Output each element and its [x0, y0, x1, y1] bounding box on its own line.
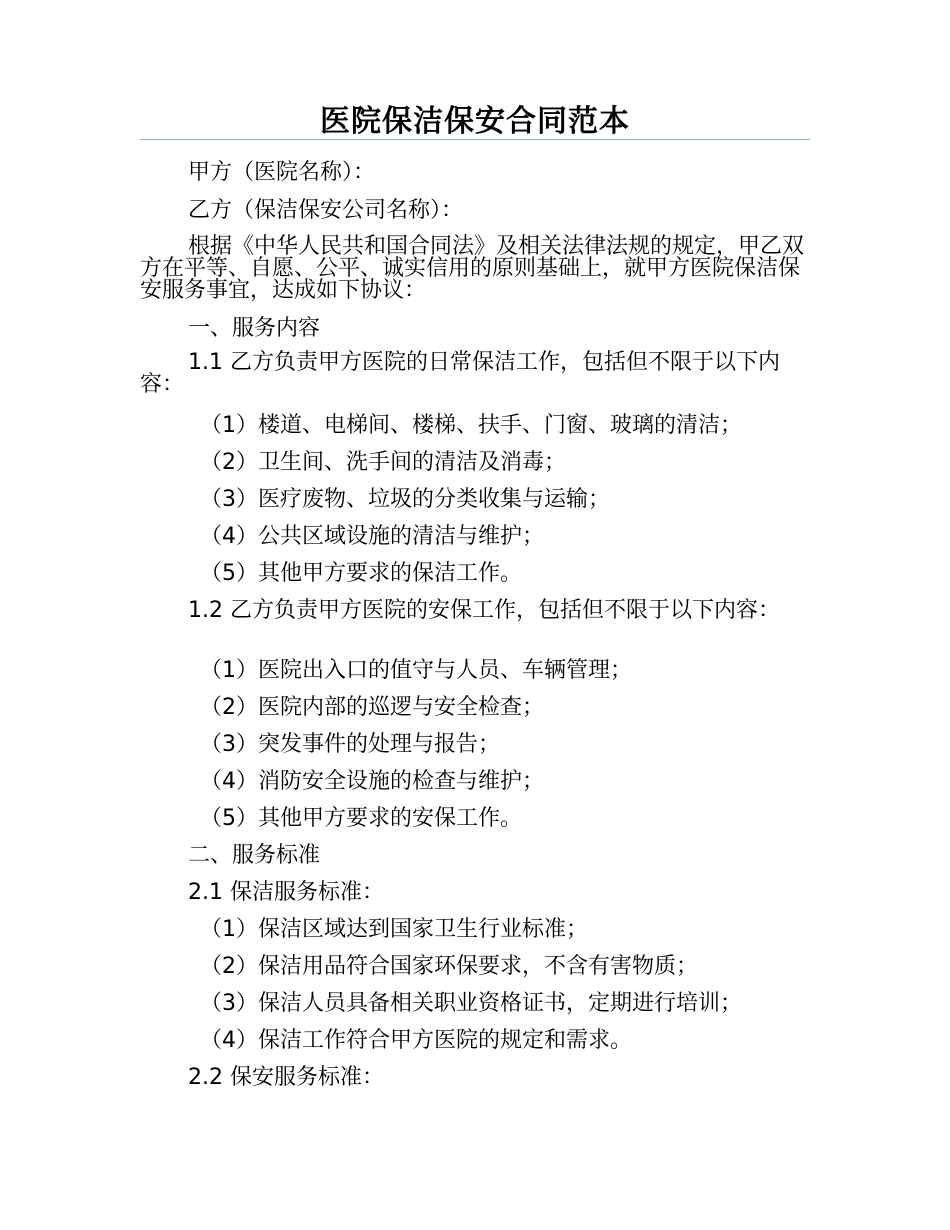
clause-2-1-item: （2）保洁用品符合国家环保要求，不含有害物质；: [200, 954, 698, 979]
clause-2-1: 2.1 保洁服务标准：: [188, 880, 384, 905]
clause-2-2: 2.2 保安服务标准：: [188, 1065, 384, 1090]
party-a-line: 甲方（医院名称）：: [188, 160, 376, 185]
clause-1-1-item: （5）其他甲方要求的保洁工作。: [200, 561, 522, 586]
party-b-line: 乙方（保洁保安公司名称）：: [188, 198, 464, 223]
clause-1-2: 1.2 乙方负责甲方医院的安保工作，包括但不限于以下内容：: [188, 598, 780, 623]
section-1-heading: 一、服务内容: [188, 316, 321, 341]
clause-1-2-item: （1）医院出入口的值守与人员、车辆管理；: [200, 658, 632, 683]
document-title: 医院保洁保安合同范本: [320, 104, 630, 139]
clause-1-1-item: （3）医疗废物、垃圾的分类收集与运输；: [200, 487, 610, 512]
clause-2-1-item: （4）保洁工作符合甲方医院的规定和需求。: [200, 1028, 632, 1053]
section-2-heading: 二、服务标准: [188, 843, 321, 868]
clause-2-1-item: （3）保洁人员具备相关职业资格证书，定期进行培训；: [200, 991, 742, 1016]
clause-1-1-item: （1）楼道、电梯间、楼梯、扶手、门窗、玻璃的清洁；: [200, 413, 742, 438]
preamble-paragraph: 根据《中华人民共和国合同法》及相关法律法规的规定，甲乙双方在平等、自愿、公平、诚实信用的原则基础上，就甲方医院保洁保安服务事宜，达成如下协议：: [140, 234, 805, 303]
clause-1-2-item: （3）突发事件的处理与报告；: [200, 732, 500, 757]
clause-1-2-item: （4）消防安全设施的检查与维护；: [200, 769, 544, 794]
clause-2-1-item: （1）保洁区域达到国家卫生行业标准；: [200, 917, 588, 942]
clause-1-2-item: （2）医院内部的巡逻与安全检查；: [200, 695, 544, 720]
clause-1-2-item: （5）其他甲方要求的安保工作。: [200, 806, 522, 831]
clause-1-1-item: （2）卫生间、洗手间的清洁及消毒；: [200, 450, 566, 475]
clause-1-1: 1.1 乙方负责甲方医院的日常保洁工作，包括但不限于以下内容：: [140, 350, 780, 397]
title-underline: [140, 139, 810, 140]
clause-1-1-item: （4）公共区域设施的清洁与维护；: [200, 524, 544, 549]
